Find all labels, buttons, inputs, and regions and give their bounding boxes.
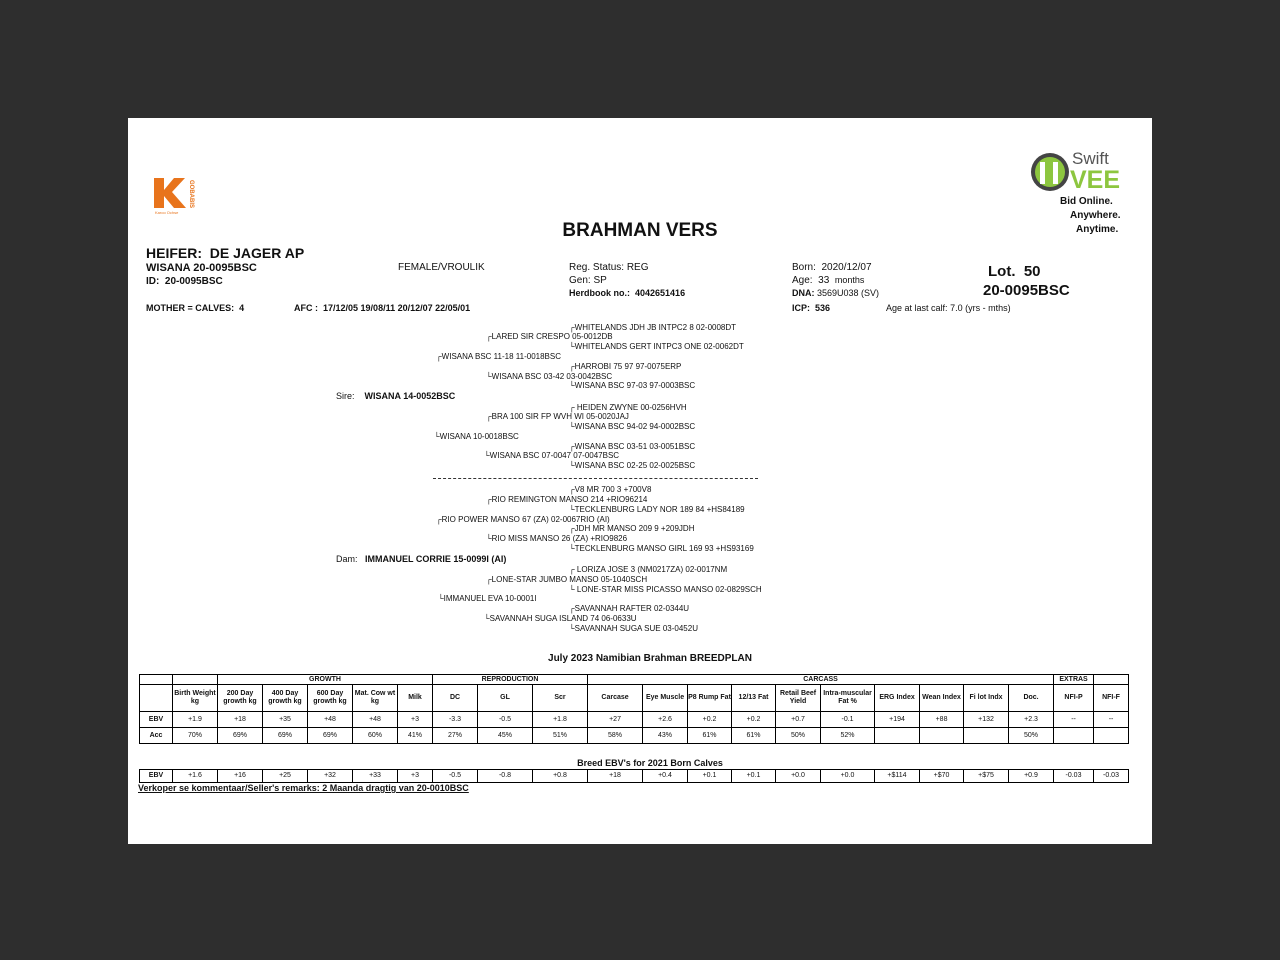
pedigree-line: ┌RIO POWER MANSO 67 (ZA) 02-0067RIO (AI) xyxy=(436,515,610,524)
ebv-cell: +2.6 xyxy=(643,712,688,728)
herdbook-line xyxy=(569,288,685,298)
pedigree-line: └ LONE-STAR MISS PICASSO MANSO 02-0829SCH xyxy=(569,585,762,594)
ebv-cell: -3.3 xyxy=(433,712,478,728)
pedigree-line: ┌LARED SIR CRESPO 05-0012DB xyxy=(486,332,613,341)
tagline-3: Anytime. xyxy=(1076,224,1119,235)
pedigree-line: └IMMANUEL EVA 10-0001I xyxy=(438,594,537,603)
document-page xyxy=(128,118,1152,844)
breed-ebv-cell: +0.8 xyxy=(533,770,588,783)
born: 2020/12/07 xyxy=(821,262,872,273)
lot-line xyxy=(988,263,1041,280)
column-header-row xyxy=(140,685,1129,712)
pedigree-line: ┌WISANA BSC 11-18 11-0018BSC xyxy=(436,352,561,361)
born-label: Born: xyxy=(792,262,816,273)
page-title: BRAHMAN VERS xyxy=(562,220,718,241)
pedigree-line: ┌ LORIZA JOSE 3 (NM0217ZA) 02-0017NM xyxy=(569,565,728,574)
breed-ebv-cell: +16 xyxy=(218,770,263,783)
header-cell: Milk xyxy=(398,685,433,712)
afc-label: AFC : xyxy=(294,303,318,313)
ebv-cell: -0.5 xyxy=(478,712,533,728)
breed-ebv-title: Breed EBV's for 2021 Born Calves xyxy=(577,758,723,768)
ebv-cell: +18 xyxy=(218,712,263,728)
breed-ebv-cell: +18 xyxy=(588,770,643,783)
ebv-cell: +132 xyxy=(964,712,1009,728)
ebv-cell: +27 xyxy=(588,712,643,728)
ebv-cell: +2.3 xyxy=(1009,712,1054,728)
breed-ebv-cell: +$114 xyxy=(875,770,920,783)
ebv-cell: +48 xyxy=(353,712,398,728)
header-cell: Doc. xyxy=(1009,685,1054,712)
pedigree-line: ┌ HEIDEN ZWYNE 00-0256HVH xyxy=(569,403,687,412)
breed-ebv-cell: -0.5 xyxy=(433,770,478,783)
seller-remarks: Verkoper se kommentaar/Seller's remarks: 2 Maanda dragtig van 20-0010BSC xyxy=(138,783,469,793)
header-cell: Eye Muscle xyxy=(643,685,688,712)
header-cell: Scr xyxy=(533,685,588,712)
header-cell: 200 Day growth kg xyxy=(218,685,263,712)
ebv-cell: -- xyxy=(1054,712,1094,728)
age-label: Age: xyxy=(792,275,813,286)
herdbook: 4042651416 xyxy=(635,288,686,298)
icp-label: ICP: xyxy=(792,303,810,313)
ebv-cell: +0.7 xyxy=(776,712,821,728)
swift-text: Swift xyxy=(1072,149,1109,168)
header-cell: Birth Weight kg xyxy=(173,685,218,712)
pedigree-line: ┌JDH MR MANSO 209 9 +209JDH xyxy=(569,524,695,533)
acc-cell: 69% xyxy=(263,728,308,744)
age-line xyxy=(792,275,864,286)
breed-ebv-cell: +0.9 xyxy=(1009,770,1054,783)
acc-cell: 70% xyxy=(173,728,218,744)
header-cell: Fi lot Indx xyxy=(964,685,1009,712)
row-label: Acc xyxy=(140,728,173,744)
gobabis-logo xyxy=(152,176,204,216)
acc-cell xyxy=(964,728,1009,744)
pedigree-line: ┌WHITELANDS JDH JB INTPC2 8 02-0008DT xyxy=(569,323,737,332)
icp-line xyxy=(792,303,830,313)
heifer-line xyxy=(146,245,304,261)
lot-number: 50 xyxy=(1023,263,1041,280)
dam: IMMANUEL CORRIE 15-0099I (AI) xyxy=(365,554,507,564)
pedigree-line: └TECKLENBURG MANSO GIRL 169 93 +HS93169 xyxy=(569,544,754,553)
ebv-cell: -0.1 xyxy=(821,712,875,728)
pedigree-line: └WISANA BSC 02-25 02-0025BSC xyxy=(569,461,696,470)
breed-ebv-cell: -0.03 xyxy=(1054,770,1094,783)
reg-status-line xyxy=(569,262,648,273)
ebv-cell: +35 xyxy=(263,712,308,728)
acc-cell: 69% xyxy=(308,728,353,744)
header-cell: 400 Day growth kg xyxy=(263,685,308,712)
header-cell: 600 Day growth kg xyxy=(308,685,353,712)
icp: 536 xyxy=(815,303,831,313)
pedigree-divider xyxy=(433,478,758,479)
acc-cell: 27% xyxy=(433,728,478,744)
logo-side-text: GOBABIS xyxy=(188,180,194,209)
header-cell: NFI-P xyxy=(1054,685,1094,712)
header-cell: P8 Rump Fat xyxy=(688,685,732,712)
sex: FEMALE/VROULIK xyxy=(398,262,485,273)
group-reproduction: REPRODUCTION xyxy=(433,675,588,685)
acc-cell: 45% xyxy=(478,728,533,744)
lot-id: 20-0095BSC xyxy=(983,282,1070,299)
gen: SP xyxy=(593,275,607,286)
mother-calves: 4 xyxy=(239,303,245,313)
ebv-row xyxy=(140,712,1129,728)
tagline-2: Anywhere. xyxy=(1070,210,1121,221)
acc-row xyxy=(140,728,1129,744)
acc-cell: 51% xyxy=(533,728,588,744)
header-cell: 12/13 Fat xyxy=(732,685,776,712)
acc-cell: 50% xyxy=(776,728,821,744)
afc-line xyxy=(294,303,470,313)
header-cell: Mat. Cow wt kg xyxy=(353,685,398,712)
acc-cell: 60% xyxy=(353,728,398,744)
reg-name: WISANA 20-0095BSC xyxy=(146,262,257,274)
ebv-cell: +1.9 xyxy=(173,712,218,728)
pedigree-line: └WISANA BSC 97-03 97-0003BSC xyxy=(569,381,696,390)
breedplan-table xyxy=(139,674,1129,744)
header-cell: GL xyxy=(478,685,533,712)
born-line xyxy=(792,262,872,273)
breed-ebv-cell: -0.8 xyxy=(478,770,533,783)
gen-line xyxy=(569,275,607,286)
header-cell xyxy=(140,685,173,712)
ebv-cell: +88 xyxy=(920,712,964,728)
heifer-label: HEIFER: xyxy=(146,245,202,261)
herdbook-label: Herdbook no.: xyxy=(569,288,630,298)
group-growth: GROWTH xyxy=(218,675,433,685)
ebv-cell: +0.2 xyxy=(732,712,776,728)
pedigree-line: ┌BRA 100 SIR FP WVH WI 05-0020JAJ xyxy=(486,412,629,421)
pedigree-line: ┌WISANA BSC 03-51 03-0051BSC xyxy=(569,442,696,451)
pedigree-line: └WISANA BSC 07-0047 07-0047BSC xyxy=(484,451,620,460)
group-carcass: CARCASS xyxy=(588,675,1054,685)
row-label: EBV xyxy=(140,712,173,728)
breed-ebv-cell: +0.1 xyxy=(732,770,776,783)
pedigree-line: └WHITELANDS GERT INTPC3 ONE 02-0062DT xyxy=(569,342,744,351)
acc-cell xyxy=(1094,728,1129,744)
breed-ebv-row xyxy=(140,770,1129,783)
k-logo-icon xyxy=(152,176,204,216)
ebv-cell: +48 xyxy=(308,712,353,728)
ebv-cell: +1.8 xyxy=(533,712,588,728)
pedigree-line: ┌V8 MR 700 3 +700V8 xyxy=(569,485,652,494)
header-cell: ERG Index xyxy=(875,685,920,712)
sire-line xyxy=(336,391,455,401)
header-cell: DC xyxy=(433,685,478,712)
mother-calves-line xyxy=(146,303,244,313)
breed-ebv-cell: +0.0 xyxy=(776,770,821,783)
ebv-cell: -- xyxy=(1094,712,1129,728)
dam-line xyxy=(336,554,506,564)
acc-cell: 69% xyxy=(218,728,263,744)
group-cell xyxy=(173,675,218,685)
header-cell: NFI-F xyxy=(1094,685,1129,712)
reg-status-label: Reg. Status: xyxy=(569,262,625,273)
lot-label: Lot. xyxy=(988,263,1016,280)
acc-cell xyxy=(875,728,920,744)
tagline-1: Bid Online. xyxy=(1060,196,1113,207)
acc-cell: 41% xyxy=(398,728,433,744)
breed-ebv-cell: +32 xyxy=(308,770,353,783)
mother-calves-label: MOTHER = CALVES: xyxy=(146,303,235,313)
dna: 3569U038 (SV) xyxy=(817,288,880,298)
breed-ebv-cell: +33 xyxy=(353,770,398,783)
last-calf: 7.0 (yrs - mths) xyxy=(950,303,1011,313)
group-cell xyxy=(140,675,173,685)
id-value: 20-0095BSC xyxy=(164,276,223,287)
pedigree-line: └WISANA 10-0018BSC xyxy=(434,432,519,441)
pedigree-line: ┌RIO REMINGTON MANSO 214 +RIO96214 xyxy=(486,495,648,504)
acc-cell: 50% xyxy=(1009,728,1054,744)
acc-cell: 43% xyxy=(643,728,688,744)
breed-ebv-cell: +$75 xyxy=(964,770,1009,783)
pedigree-line: └SAVANNAH SUGA SUE 03-0452U xyxy=(569,624,698,633)
ebv-cell: +194 xyxy=(875,712,920,728)
group-extras: EXTRAS xyxy=(1054,675,1094,685)
pedigree-line: └SAVANNAH SUGA ISLAND 74 06-0633U xyxy=(484,614,637,623)
breed-ebv-cell: +$70 xyxy=(920,770,964,783)
acc-cell xyxy=(920,728,964,744)
age: 33 xyxy=(818,275,830,286)
breed-ebv-table xyxy=(139,769,1129,783)
header-cell: Retail Beef Yield xyxy=(776,685,821,712)
age-unit: months xyxy=(834,275,865,285)
pedigree-line: └TECKLENBURG LADY NOR 189 84 +HS84189 xyxy=(569,505,745,514)
sire-label: Sire: xyxy=(336,391,355,401)
pedigree-line: ┌LONE-STAR JUMBO MANSO 05-1040SCH xyxy=(486,575,648,584)
ebv-cell: +0.2 xyxy=(688,712,732,728)
header-cell: Intra-muscular Fat % xyxy=(821,685,875,712)
pedigree-line: └RIO MISS MANSO 26 (ZA) +RIO9826 xyxy=(486,534,628,543)
breedplan-title: July 2023 Namibian Brahman BREEDPLAN xyxy=(548,653,752,664)
dna-label: DNA: xyxy=(792,288,815,298)
breed-ebv-cell: +0.4 xyxy=(643,770,688,783)
last-calf-label: Age at last calf: xyxy=(886,303,948,313)
ebv-cell: +3 xyxy=(398,712,433,728)
dam-label: Dam: xyxy=(336,554,358,564)
header-cell: Carcase xyxy=(588,685,643,712)
group-cell xyxy=(1094,675,1129,685)
header-cell: Wean Index xyxy=(920,685,964,712)
breed-ebv-cell: +0.0 xyxy=(821,770,875,783)
last-calf-line xyxy=(886,303,1011,313)
id-line xyxy=(146,276,223,287)
acc-cell xyxy=(1054,728,1094,744)
gen-label: Gen: xyxy=(569,275,591,286)
pedigree-line: ┌HARROBI 75 97 97-0075ERP xyxy=(569,362,682,371)
vee-text: VEE xyxy=(1070,166,1121,194)
dna-line xyxy=(792,288,879,298)
pedigree-line: ┌SAVANNAH RAFTER 02-0344U xyxy=(569,604,690,613)
breed-ebv-cell: +1.6 xyxy=(173,770,218,783)
reg-status: REG xyxy=(626,262,649,273)
breed-ebv-cell: +0.1 xyxy=(688,770,732,783)
logo-small-text: Karoo Ochse xyxy=(155,210,179,215)
afc: 17/12/05 19/08/11 20/12/07 22/05/01 xyxy=(323,303,471,313)
row-label: EBV xyxy=(140,770,173,783)
breed-ebv-cell: -0.03 xyxy=(1094,770,1129,783)
sire: WISANA 14-0052BSC xyxy=(364,391,456,401)
acc-cell: 61% xyxy=(732,728,776,744)
acc-cell: 58% xyxy=(588,728,643,744)
heifer-name: DE JAGER AP xyxy=(209,245,305,261)
id-label: ID: xyxy=(146,276,160,287)
acc-cell: 52% xyxy=(821,728,875,744)
pedigree-line: └WISANA BSC 03-42 03-0042BSC xyxy=(486,372,613,381)
breed-ebv-cell: +3 xyxy=(398,770,433,783)
group-header-row xyxy=(140,675,1129,685)
pedigree-line: └WISANA BSC 94-02 94-0002BSC xyxy=(569,422,696,431)
acc-cell: 61% xyxy=(688,728,732,744)
breed-ebv-cell: +25 xyxy=(263,770,308,783)
